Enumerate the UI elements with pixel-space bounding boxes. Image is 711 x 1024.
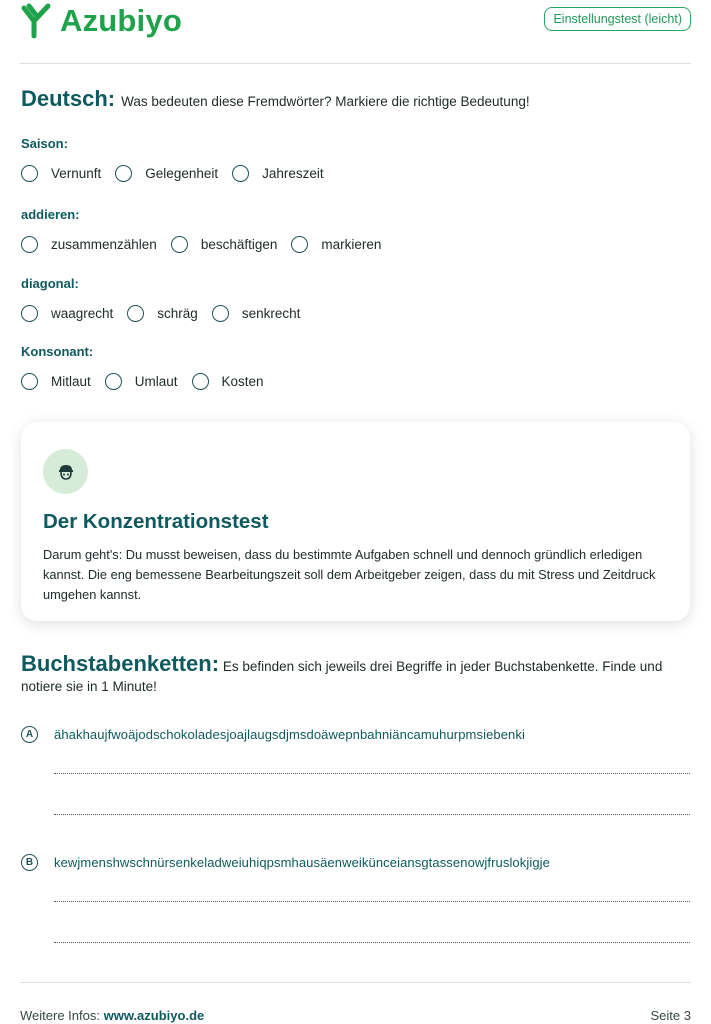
radio-icon[interactable] bbox=[21, 165, 38, 182]
page-number: Seite 3 bbox=[650, 1008, 691, 1023]
deutsch-section bbox=[21, 86, 691, 112]
options-addieren bbox=[21, 236, 395, 253]
option-umlaut[interactable]: Umlaut bbox=[105, 373, 178, 390]
chain-text: ähakhaujfwoäjodschokoladesjoajlaugsdjmsdoäwepnbahniäncamuhurpmsiebenki bbox=[54, 727, 525, 742]
option-gelegenheit[interactable]: Gelegenheit bbox=[115, 165, 218, 182]
footer-label: Weitere Infos: bbox=[20, 1008, 100, 1023]
answer-line[interactable] bbox=[54, 942, 690, 943]
footer-link[interactable]: www.azubiyo.de bbox=[103, 1008, 205, 1023]
card-title: Der Konzentrationstest bbox=[43, 510, 269, 533]
deutsch-instruction: Was bedeuten diese Fremdwörter? Markiere die richtige Bedeutung! bbox=[121, 94, 530, 109]
buchstaben-instruction: Es befinden sich jeweils drei Begriffe in jeder Buchstabenkette. Finde und notiere sie in 1 Minute! bbox=[21, 659, 663, 694]
radio-icon[interactable] bbox=[21, 236, 38, 253]
option-zusammenzaehlen[interactable]: zusammenzählen bbox=[21, 236, 157, 253]
radio-icon[interactable] bbox=[21, 373, 38, 390]
chain-a bbox=[21, 726, 525, 743]
logo-mark-icon bbox=[20, 2, 54, 40]
question-label-diagonal: diagonal: bbox=[21, 276, 79, 291]
answer-line[interactable] bbox=[54, 901, 690, 902]
options-saison bbox=[21, 165, 338, 182]
option-beschaeftigen[interactable]: beschäftigen bbox=[171, 236, 278, 253]
question-label-konsonant: Konsonant: bbox=[21, 344, 94, 359]
brain-head-icon bbox=[43, 449, 88, 494]
chain-letter-badge: A bbox=[21, 726, 38, 743]
chain-text: kewjmenshwschnürsenkeladweiuhiqpsmhausäenweikünceiansgtassenowjfruslokjigje bbox=[54, 855, 550, 870]
option-mitlaut[interactable]: Mitlaut bbox=[21, 373, 91, 390]
option-waagrecht[interactable]: waagrecht bbox=[21, 305, 113, 322]
difficulty-badge: Einstellungstest (leicht) bbox=[544, 7, 691, 31]
buchstabenketten-section bbox=[21, 651, 691, 697]
option-vernunft[interactable]: Vernunft bbox=[21, 165, 101, 182]
chain-letter-badge: B bbox=[21, 854, 38, 871]
radio-icon[interactable] bbox=[115, 165, 132, 182]
radio-icon[interactable] bbox=[212, 305, 229, 322]
answer-line[interactable] bbox=[54, 773, 690, 774]
radio-icon[interactable] bbox=[21, 305, 38, 322]
azubiyo-logo[interactable] bbox=[20, 2, 182, 40]
radio-icon[interactable] bbox=[232, 165, 249, 182]
options-konsonant bbox=[21, 373, 278, 390]
option-jahreszeit[interactable]: Jahreszeit bbox=[232, 165, 324, 182]
logo-text: Azubiyo bbox=[60, 3, 182, 38]
option-schraeg[interactable]: schräg bbox=[127, 305, 198, 322]
radio-icon[interactable] bbox=[192, 373, 209, 390]
footer-info bbox=[20, 1008, 204, 1023]
page-header bbox=[20, 0, 691, 64]
card-text: Darum geht's: Du musst beweisen, dass du bestimmte Aufgaben schnell und dennoch gründlich erledigen kannst. Die eng bemessene Bearbeitungszeit soll dem Arbeitgeber zeigen, dass du mit Stress und Zeitdruck umgehen kannst. bbox=[43, 547, 656, 602]
page-footer bbox=[20, 982, 691, 1024]
konzentrationstest-card bbox=[21, 422, 690, 621]
brain-head-glyph bbox=[57, 464, 75, 480]
options-diagonal bbox=[21, 305, 314, 322]
buchstaben-title: Buchstabenketten: bbox=[21, 651, 220, 676]
answer-line[interactable] bbox=[54, 814, 690, 815]
radio-icon[interactable] bbox=[127, 305, 144, 322]
radio-icon[interactable] bbox=[291, 236, 308, 253]
deutsch-title: Deutsch: bbox=[21, 86, 116, 111]
option-markieren[interactable]: markieren bbox=[291, 236, 381, 253]
question-label-saison: Saison: bbox=[21, 136, 68, 151]
radio-icon[interactable] bbox=[171, 236, 188, 253]
chain-b bbox=[21, 854, 550, 871]
radio-icon[interactable] bbox=[105, 373, 122, 390]
question-label-addieren: addieren: bbox=[21, 207, 80, 222]
option-kosten[interactable]: Kosten bbox=[192, 373, 264, 390]
option-senkrecht[interactable]: senkrecht bbox=[212, 305, 301, 322]
